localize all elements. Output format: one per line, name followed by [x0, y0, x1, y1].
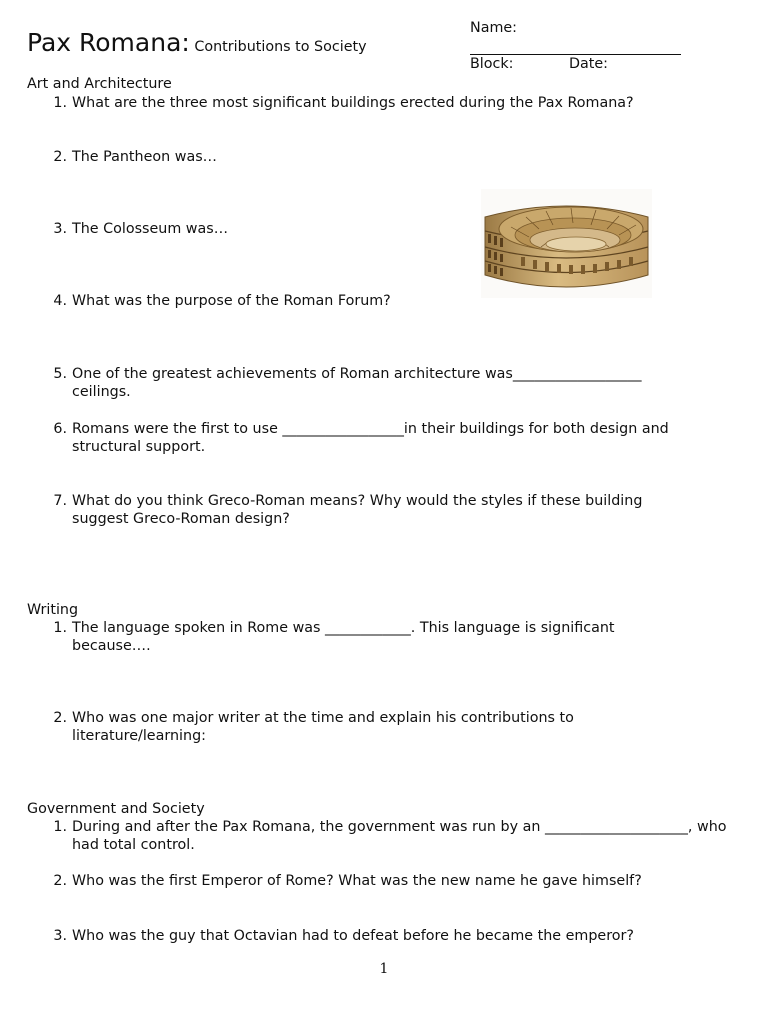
- question-text: What do you think Greco-Roman means? Why would the styles if these building suggest Greco-Roman design?: [72, 493, 643, 527]
- question-item: [49, 420, 719, 456]
- question-number: 7.: [53, 493, 67, 509]
- question-number: 1.: [53, 95, 67, 111]
- question-item: [49, 94, 749, 112]
- question-number: 2.: [53, 873, 67, 889]
- title-subtitle: Contributions to Society: [194, 39, 367, 55]
- question-item: [49, 927, 749, 945]
- question-text: One of the greatest achievements of Roman architecture was__________________ ceilings.: [72, 366, 642, 400]
- question-item: [49, 492, 689, 528]
- question-item: [49, 709, 649, 745]
- question-item: [49, 619, 689, 655]
- question-item: [49, 148, 749, 166]
- section-heading-writing: Writing: [27, 602, 79, 618]
- question-text: The Pantheon was…: [72, 149, 217, 165]
- question-text: The Colosseum was…: [72, 221, 229, 237]
- question-number: 3.: [53, 928, 67, 944]
- colosseum-illustration: [481, 189, 652, 298]
- question-number: 5.: [53, 366, 67, 382]
- title-main: Pax Romana:: [27, 28, 190, 57]
- question-number: 4.: [53, 293, 67, 309]
- question-number: 3.: [53, 221, 67, 237]
- question-item: [49, 365, 689, 401]
- question-text: The language spoken in Rome was ____________. This language is significant because….: [72, 620, 615, 654]
- question-text: During and after the Pax Romana, the government was run by an ____________________, who had total control.: [72, 819, 727, 853]
- section-heading-government: Government and Society: [27, 801, 205, 817]
- question-number: 1.: [53, 819, 67, 835]
- question-item: [49, 818, 749, 854]
- question-text: What are the three most significant buildings erected during the Pax Romana?: [72, 95, 634, 111]
- question-text: What was the purpose of the Roman Forum?: [72, 293, 391, 309]
- name-label: Name:: [470, 20, 517, 36]
- question-text: Who was one major writer at the time and explain his contributions to literature/learning:: [72, 710, 574, 744]
- question-number: 2.: [53, 710, 67, 726]
- question-text: Who was the guy that Octavian had to defeat before he became the emperor?: [72, 928, 634, 944]
- question-number: 1.: [53, 620, 67, 636]
- section-heading-art: Art and Architecture: [27, 76, 172, 92]
- date-label: Date:: [569, 56, 608, 72]
- question-text: Who was the first Emperor of Rome? What was the new name he gave himself?: [72, 873, 642, 889]
- page-title: [27, 28, 367, 58]
- question-number: 6.: [53, 421, 67, 437]
- question-text: Romans were the first to use _________________in their buildings for both design and structural support.: [72, 421, 669, 455]
- block-label: Block:: [470, 56, 514, 72]
- question-number: 2.: [53, 149, 67, 165]
- question-item: [49, 872, 749, 890]
- page-number: 1: [379, 961, 389, 977]
